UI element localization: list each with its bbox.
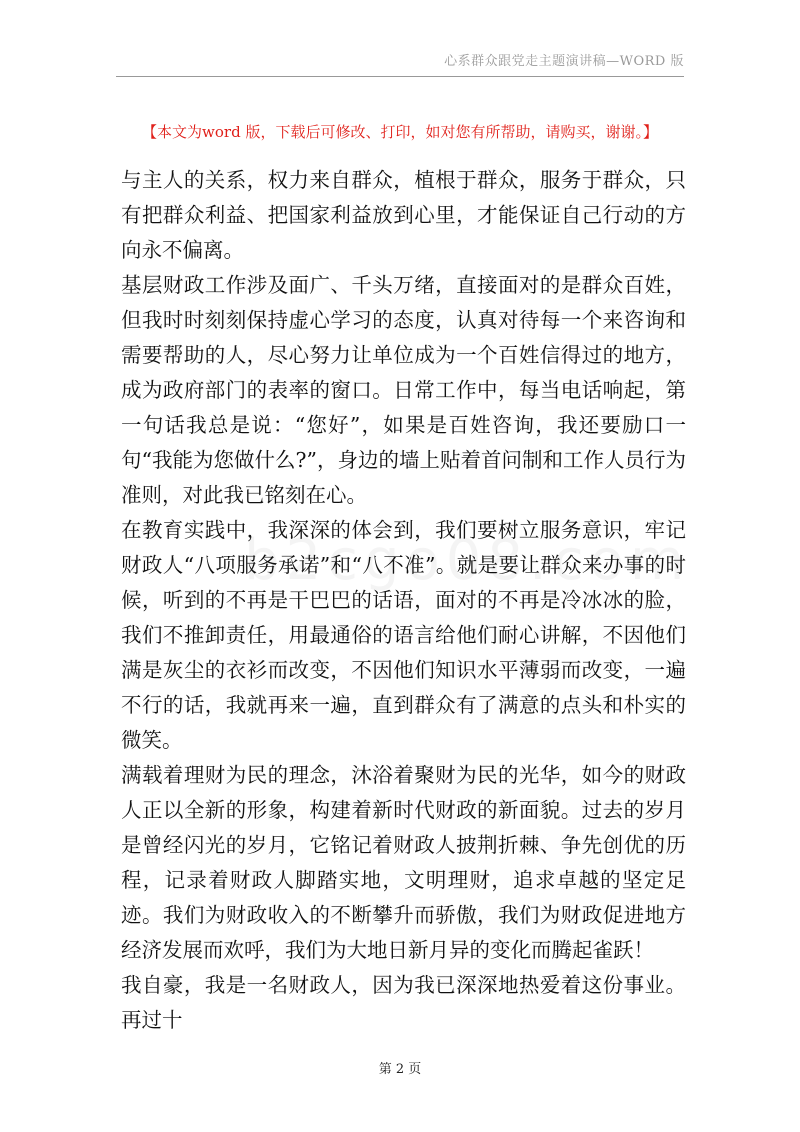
paragraph-4: 满载着理财为民的理念，沐浴着聚财为民的光华，如今的财政人正以全新的形象，构建着新时代财政的新面貌。过去的岁月是曾经闪光的岁月，它铭记着财政人披荆折棘、争先创优的历程，记录着财政人脚踏实地，文明理财，追求卓越的坚定足迹。我们为财政收入的不断攀升而骄傲，我们为财政促进地方经济发展而欢呼，我们为大地日新月异的变化而腾起雀跃！ [121,763,686,962]
paragraph-5: 我自豪，我是一名财政人，因为我已深深地热爱着这份事业。再过十 [121,973,686,1032]
purchase-notice: 【本文为word 版，下载后可修改、打印，如对您有所帮助，请购买，谢谢。】 [142,123,658,141]
paragraph-3: 在教育实践中，我深深的体会到，我们要树立服务意识，牢记财政人“八项服务承诺”和“八不准”。就是要让群众来办事的时候，听到的不再是干巴巴的话语，面对的不再是冷冰冰的脸，我们不推卸责任，用最通俗的语言给他们耐心讲解，不因他们满是灰尘的衣衫而改变，不因他们知识水平薄弱而改变，一遍不行的话，我就再来一遍，直到群众有了满意的点头和朴实的微笑。 [121,518,686,752]
paragraph-2: 基层财政工作涉及面广、千头万绪，直接面对的是群众百姓，但我时时刻刻保持虚心学习的态度，认真对待每一个来咨询和需要帮助的人，尽心努力让单位成为一个百姓信得过的地方，成为政府部门的表率的窗口。日常工作中，每当电话响起，第一句话我总是说：“您好”，如果是百姓咨询，我还要励口一句“我能为您做什么?”，身边的墙上贴着首问制和工作人员行为准则，对此我已铭刻在心。 [121,273,686,507]
document-body [121,163,686,1038]
header-divider [116,76,684,77]
document-header-title: 心系群众跟党走主题演讲稿—WORD 版 [444,54,684,69]
paragraph-1: 与主人的关系，权力来自群众，植根于群众，服务于群众，只有把群众利益、把国家利益放到心里，才能保证自己行动的方向永不偏离。 [121,168,686,262]
page-number: 第 2 页 [378,1062,422,1077]
